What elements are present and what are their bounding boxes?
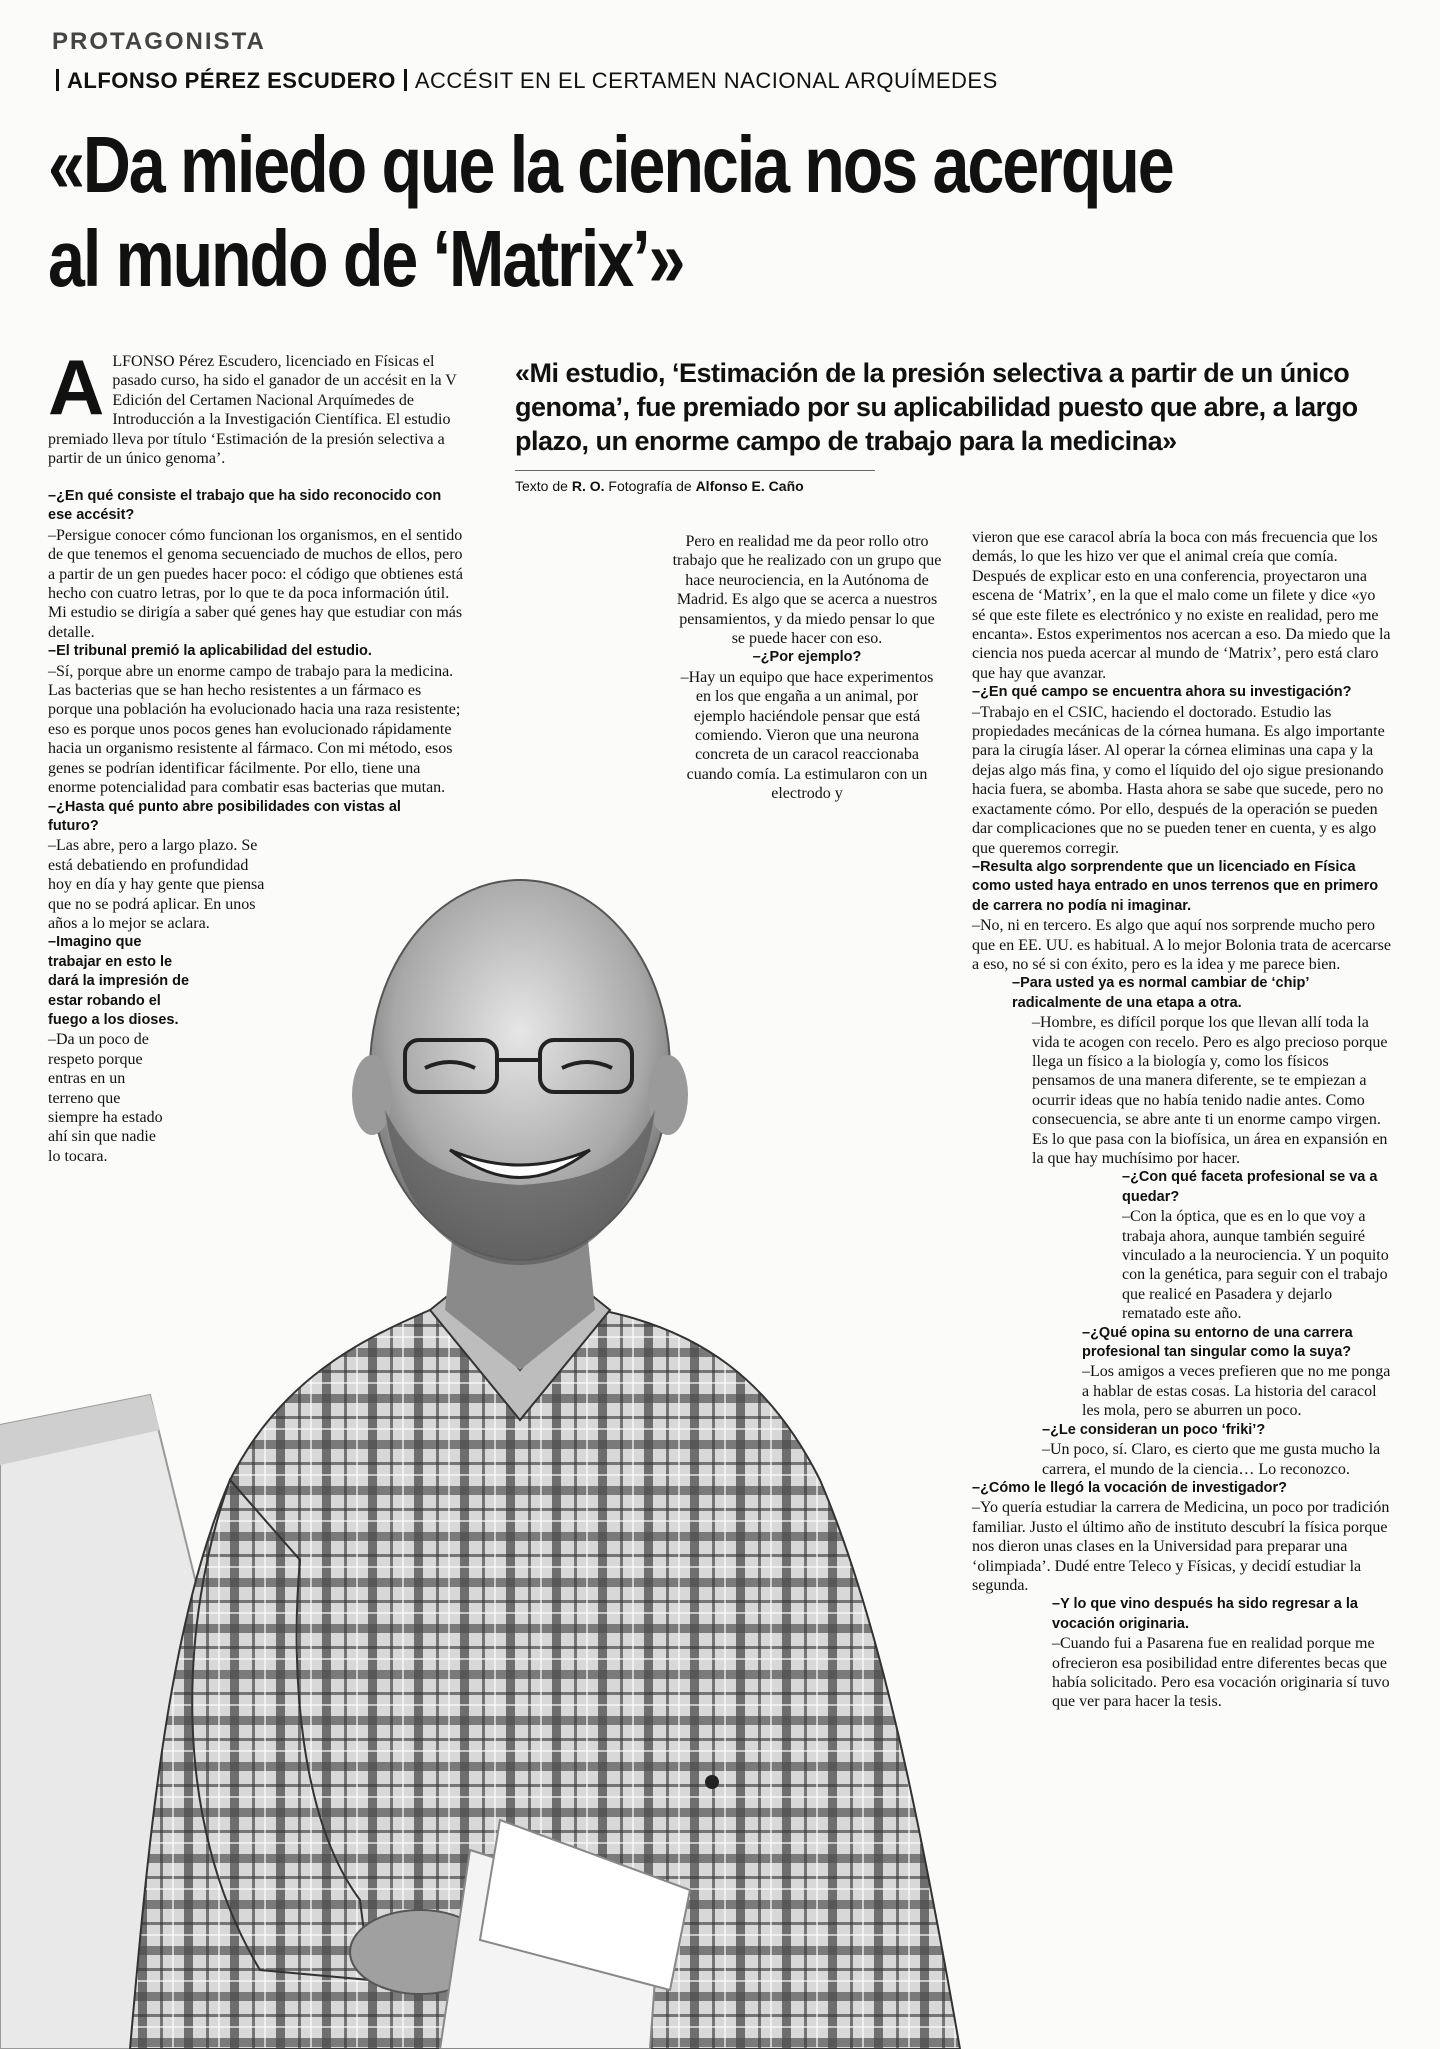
interview-question: –¿Con qué faceta profesional se va a quedar? [1122,1169,1378,1205]
section-label: PROTAGONISTA [52,28,266,55]
column-3 [972,528,1392,1712]
credit-prefix: Texto de [515,478,572,494]
interview-question: –¿Qué opina su entorno de una carrera profesional tan singular como la suya? [1082,1324,1353,1361]
photo-credit [515,478,804,494]
credit-author: R. O. [571,478,605,494]
interview-question: –Imagino que trabajar en esto le dará la impresión de estar robando el fuego a los dioses. [48,934,190,1028]
interview-question: –Para usted ya es normal cambiar de ‘chip’ radicalmente de una etapa a otra. [1012,975,1309,1011]
pull-quote: «Mi estudio, ‘Estimación de la presión selectiva a partir de un único genoma’, fue premiado por su aplicabilidad puesto que abre, a largo plazo, un enorme campo de trabajo para la medicina» [515,358,1358,456]
interview-answer: –Cuando fui a Pasarena fue en realidad porque me ofrecieron esa posibilidad entre diferentes becas que había solicitado. Pero esa vocación originaria sí tuvo que ver para hacer la tesis. [1052,1635,1390,1711]
interview-question: –¿En qué campo se encuentra ahora su investigación? [972,684,1352,701]
interview-question: –¿Por ejemplo? [752,649,862,666]
interview-question: –¿Cómo le llegó la vocación de investigador? [972,1479,1288,1496]
interview-answer: Pero en realidad me da peor rollo otro trabajo que he realizado con un grupo que hace neurociencia, en la Autónoma de Madrid. Es algo que se acerca a nuestros pensamientos, y da miedo pensar lo que se puede hacer con eso. [672,533,942,648]
byline-role: ACCÉSIT EN EL CERTAMEN NACIONAL ARQUÍMEDES [414,68,998,93]
byline-divider [404,69,407,91]
interview-answer: vieron que ese caracol abría la boca con más frecuencia que los demás, lo que les hizo ver que el animal creía que comía. Después de explicar esto en una conferencia, proyectaron una escena de ‘Matrix’, en la que el malo come un filete y dice «yo sé que este filete es electrónico y no existe en realidad, pero me encanta». Estos experimentos nos acercan a eso. Da miedo que la ciencia nos pueda acercar al mundo de ‘Matrix’, pero está claro que hay que avanzar. [972,529,1391,682]
interview-answer: –Hay un equipo que hace experimentos en los que engaña a un animal, por ejemplo haciéndole pensar que está comiendo. Vieron que una neurona concreta de un caracol reaccionaba cuando comía. La estimularon con un electrodo y [680,668,934,803]
byline-divider [56,69,59,91]
interview-answer: –Las abre, pero a largo plazo. Se está debatiendo en profundidad hoy en día y hay gente que piensa que no se podrá aplicar. En unos años a lo mejor se aclara. [48,837,265,932]
byline [48,68,998,94]
credit-middle: Fotografía de [604,478,696,494]
interview-question: –El tribunal premió la aplicabilidad del estudio. [48,643,372,660]
interview-answer: –Persigue conocer cómo funcionan los organismos, en el sentido de que tenemos el genoma secuenciado de muchos de ellos, pero a partir de un gen puedes hacer poco: el código que obtienes está hecho con cuatro letras, por lo que te da poca información útil. Mi estudio se dirigía a saber qué genes hay que estudiar con más detalle. [48,526,463,641]
interview-question: –Resulta algo sorprendente que un licenciado en Física como usted haya entrado en unos terrenos que en primero de carrera no podía ni imaginar. [972,858,1379,914]
interview-question: –¿Le consideran un poco ‘friki’? [1042,1421,1266,1438]
drop-cap: A [48,343,105,431]
headline: «Da miedo que la ciencia nos acerque al mundo de ‘Matrix’» [48,120,1173,303]
column-1 [48,487,468,1166]
interview-answer: –Con la óptica, que es en lo que voy a trabaja ahora, aunque también seguiré vinculado a la neurociencia. Y un poquito con la genética, para seguir con el trabajo que realicé en Pasadera y dejarlo rematado este año. [1122,1208,1389,1323]
intro-text: LFONSO Pérez Escudero, licenciado en Físicas el pasado curso, ha sido el ganador de un accésit en la V Edición del Certamen Nacional Arquímedes de Introducción a la Investigación Científica. El estudio premiado lleva por título ‘Estimación de la presión selectiva a partir de un único genoma’. [48,353,457,468]
divider-rule [515,470,875,471]
byline-name: ALFONSO PÉREZ ESCUDERO [67,68,396,93]
interview-answer: –Trabajo en el CSIC, haciendo el doctorado. Estudio las propiedades mecánicas de la córnea humana. Es algo importante para la cirugía láser. Al operar la córnea eliminas una capa y la dejas algo más fina, y como el líquido del ojo sigue presionando hacia fuera, se abomba. Hasta ahora se sabe que sucede, pero no exactamente cómo. Por ello, después de la operación se pueden dar complicaciones que no se pueden tener en cuenta, y es algo que queremos corregir. [972,703,1385,857]
interview-question: –¿En qué consiste el trabajo que ha sido reconocido con ese accésit? [48,488,442,524]
interview-question: –¿Hasta qué punto abre posibilidades con vistas al futuro? [48,798,401,834]
column-2 [672,532,942,804]
intro-paragraph [48,343,468,468]
interview-question: –Y lo que vino después ha sido regresar a la vocación originaria. [1052,1596,1358,1632]
interview-answer: –No, ni en tercero. Es algo que aquí nos sorprende mucho pero que en EE. UU. es habitual. A lo mejor Bolonia trata de acercarse a eso, no sé si con éxito, pero es la idea y me parece bien. [972,917,1391,973]
interview-answer: –Da un poco de respeto porque entras en un terreno que siempre ha estado ahí sin que nadie lo tocara. [48,1031,163,1165]
credit-photographer: Alfonso E. Caño [695,478,804,494]
interview-answer: –Los amigos a veces prefieren que no me ponga a hablar de estas cosas. La historia del caracol les mola, pero se aburren un poco. [1082,1363,1391,1420]
interview-answer: –Sí, porque abre un enorme campo de trabajo para la medicina. Las bacterias que se han hecho resistentes a un fármaco es porque una población ha evolucionado hacia una raza resistente; eso es porque unos pocos genes han evolucionado rápidamente hacia un organismo resistente al fármaco. Con mi método, esos genes se podrían identificar fácilmente. Por ello, tiene una enorme potencialidad para combatir esas bacterias que mutan. [48,662,461,797]
interview-answer: –Hombre, es difícil porque los que llevan allí toda la vida te acogen con recelo. Pero es algo precioso porque llega un físico a la biología y, como los físicos pensamos de una manera diferente, se te empiezan a ocurrir ideas que no había tenido nadie antes. Como consecuencia, se abre ante ti un enorme campo virgen. Es lo que pasa con la biofísica, un área en expansión en la que hay muchísimo por hacer. [1032,1014,1388,1167]
interview-answer: –Un poco, sí. Claro, es cierto que me gusta mucho la carrera, el mundo de la ciencia… Lo reconozco. [1042,1441,1381,1478]
interview-answer: –Yo quería estudiar la carrera de Medicina, un poco por tradición familiar. Justo el último año de instituto descubrí la física porque nos dieron unas clases en la Universidad para preparar una ‘olimpiada’. Dudé entre Teleco y Físicas, y decidí estudiar la segunda. [972,1499,1390,1594]
